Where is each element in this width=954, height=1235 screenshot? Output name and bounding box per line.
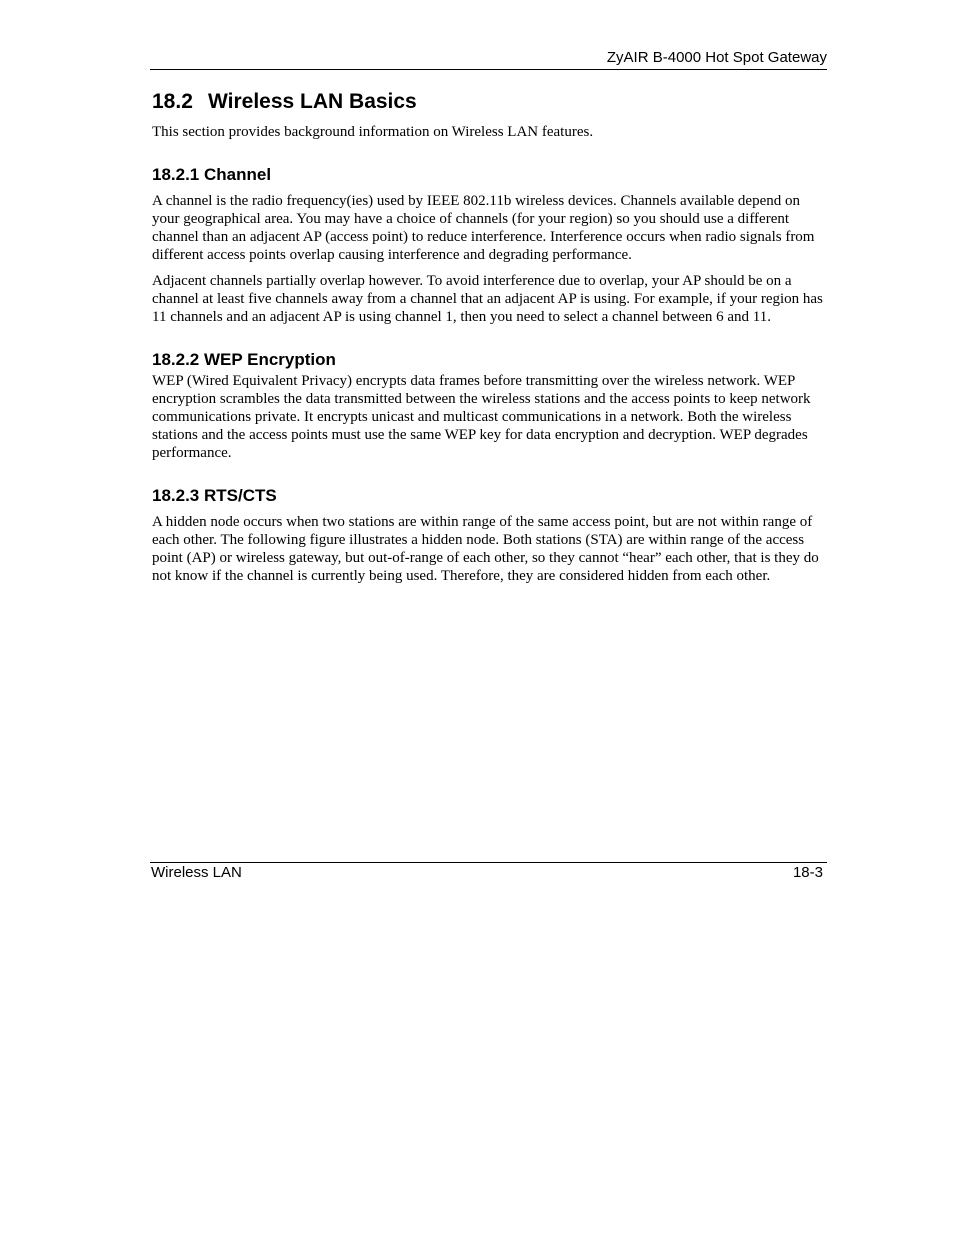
page-content [152, 88, 824, 593]
running-header [150, 49, 827, 70]
section-title: Wireless LAN Basics [208, 90, 417, 113]
running-footer [150, 862, 827, 881]
wep-paragraph: WEP (Wired Equivalent Privacy) encrypts data frames before transmitting over the wireless network. WEP encryption scrambles the data transmitted between the wireless stations and the access points to keep network communications private. It encrypts unicast and multicast communications in a network. Both the wireless stations and the access points must use the same WEP key for data encryption and decryption. WEP degrades performance. [152, 373, 811, 461]
product-name: ZyAIR B-4000 Hot Spot Gateway [606, 49, 827, 66]
channel-paragraph-1: A channel is the radio frequency(ies) used by IEEE 802.11b wireless devices. Channels available depend on your geographical area. You may have a choice of channels (for your region) so you should use a different channel than an adjacent AP (access point) to reduce interference. Interference occurs when radio signals from different access points overlap causing interference and degrading performance. [152, 193, 815, 263]
section-number: 18.2 [152, 90, 193, 113]
footer-chapter: Wireless LAN [151, 864, 242, 881]
subsection-heading-rts-cts: 18.2.3 RTS/CTS [152, 486, 277, 505]
section-heading [152, 88, 824, 116]
footer-page-number: 18-3 [792, 864, 823, 881]
rts-cts-paragraph: A hidden node occurs when two stations are within range of the same access point, but are not within range of each other. The following figure illustrates a hidden node. Both stations (STA) are within range of the access point (AP) or wireless gateway, but out-of-range of each other, so they cannot “hear” each other, that is they do not know if the channel is currently being used. Therefore, they are considered hidden from each other. [152, 514, 819, 584]
channel-paragraph-2: Adjacent channels partially overlap however. To avoid interference due to overlap, your AP should be on a channel at least five channels away from a channel that an adjacent AP is using. For example, if your region has 11 channels and an adjacent AP is using channel 1, then you need to select a channel between 6 and 11. [152, 273, 823, 325]
document-page [150, 0, 827, 1235]
subsection-heading-wep: 18.2.2 WEP Encryption [152, 350, 336, 369]
subsection-heading-channel: 18.2.1 Channel [152, 165, 272, 184]
section-intro: This section provides background information on Wireless LAN features. [152, 124, 594, 140]
